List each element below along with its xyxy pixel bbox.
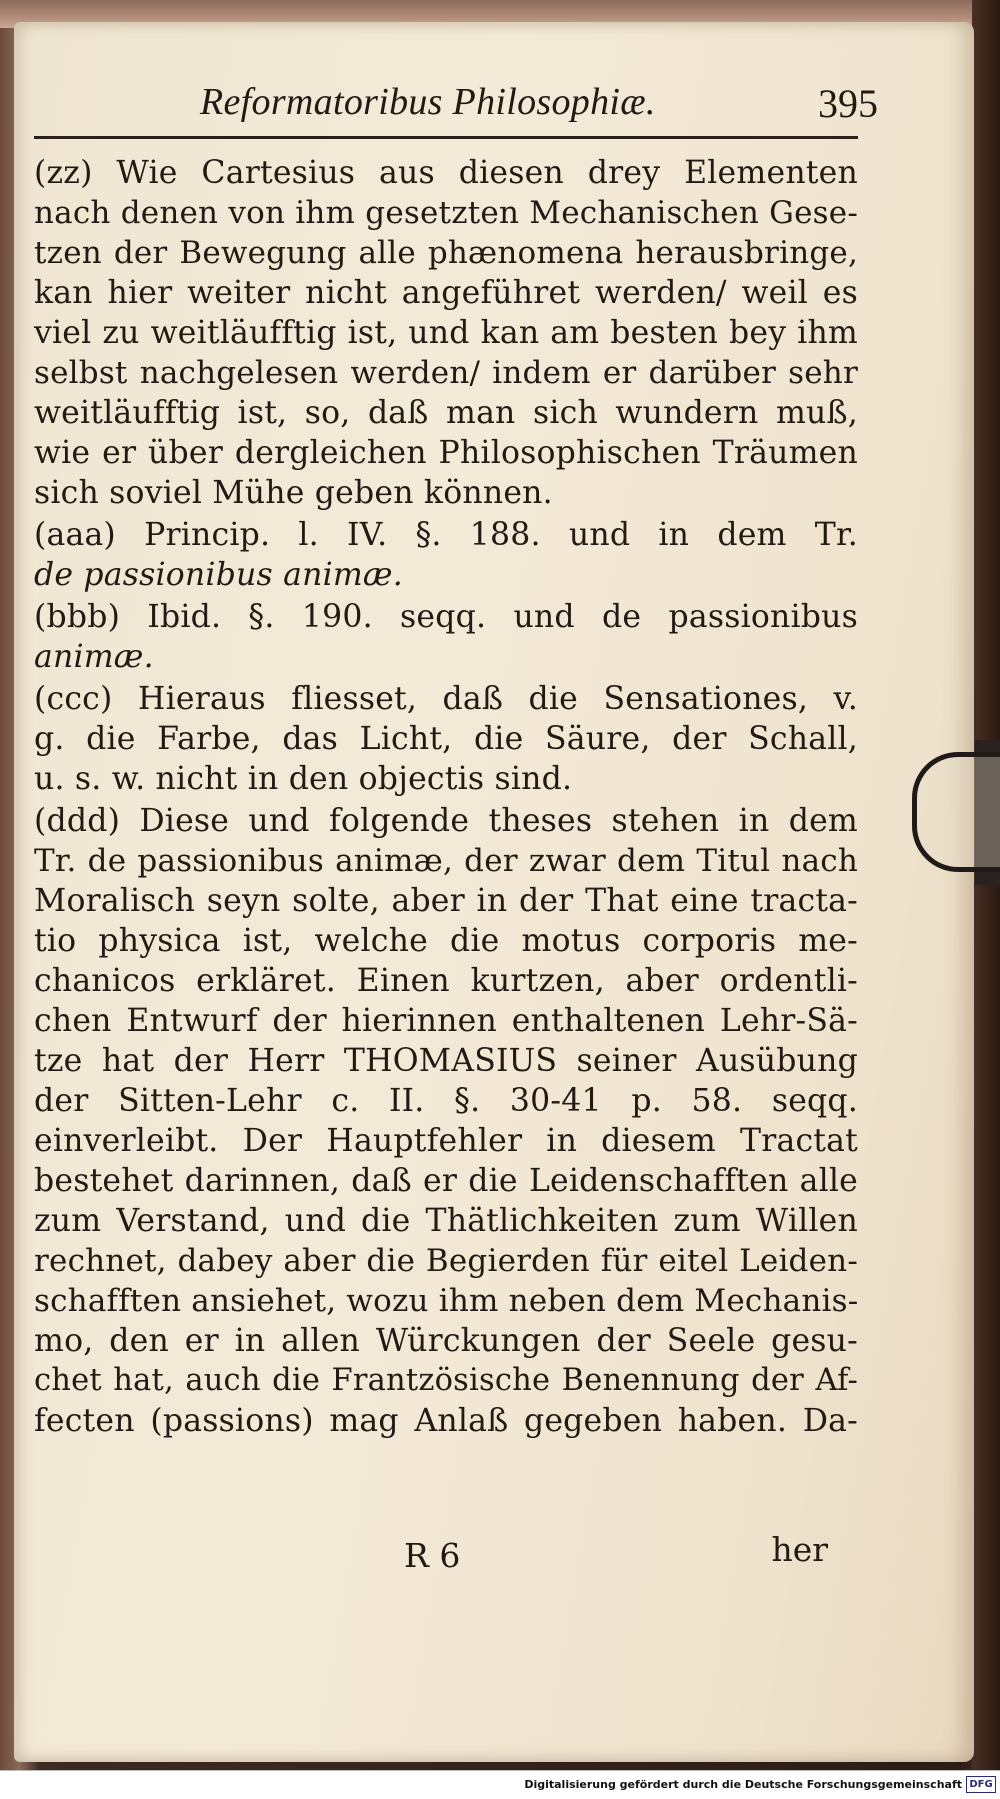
footnote-aaa: (aaa) Princip. l. IV. §. 188. und in dem Tr.: [34, 517, 858, 553]
text-line: animæ.: [34, 639, 154, 675]
text-line: g. die Farbe, das Licht, die Säure, der Schall,: [34, 721, 858, 757]
text-line: viel zu weitläufftig ist, und kan am besten bey ihm: [34, 315, 858, 351]
text-line: tze hat der Herr THOMASIUS seiner Ausübung: [34, 1043, 858, 1079]
text-line: (zz) Wie Cartesius aus diesen drey Elementen: [34, 155, 858, 191]
header-rule: [34, 136, 858, 139]
text-line: selbst nachgelesen werden/ indem er darüber sehr: [34, 355, 858, 391]
page-number: 395: [818, 81, 878, 126]
text-line: Tr. de passionibus animæ, der zwar dem Titul nach: [34, 843, 858, 879]
text-line: mo, den er in allen Würckungen der Seele gesu-: [34, 1323, 858, 1359]
text-line: zum Verstand, und die Thätlichkeiten zum Willen: [34, 1203, 858, 1239]
text-line: Moralisch seyn solte, aber in der That eine tracta-: [34, 883, 858, 919]
text-line: de passionibus animæ.: [34, 557, 403, 593]
text-line: rechnet, dabey aber die Begierden für eitel Leiden-: [34, 1243, 858, 1279]
text-line: chanicos erkläret. Einen kurtzen, aber ordentli-: [34, 963, 858, 999]
page-clip: [912, 752, 1000, 872]
footnote-ccc: (ccc) Hieraus fliesset, daß die Sensationes, v.: [34, 681, 858, 717]
text-line: sich soviel Mühe geben können.: [34, 475, 553, 511]
running-title: Reformatoribus Philosophiæ.: [200, 81, 656, 123]
text-line: chen Entwurf der hierinnen enthaltenen Lehr-Sä-: [34, 1003, 858, 1039]
footnote-ddd: (ddd) Diese und folgende theses stehen in dem: [34, 803, 858, 839]
text-line: tio physica ist, welche die motus corporis me-: [34, 923, 858, 959]
text-line: schafften ansiehet, wozu ihm neben dem Mechanis-: [34, 1283, 859, 1319]
book-binding: [972, 0, 1000, 1770]
text-line: der Sitten-Lehr c. II. §. 30-41 p. 58. seqq.: [34, 1083, 858, 1119]
text-line: fecten (passions) mag Anlaß gegeben haben. Da-: [34, 1403, 858, 1439]
text-line: weitläufftig ist, so, daß man sich wundern muß,: [34, 395, 858, 431]
signature-mark: R 6: [404, 1536, 461, 1575]
text-line: tzen der Bewegung alle phænomena herausbringe,: [34, 235, 858, 271]
digitization-notice: Digitalisierung gefördert durch die Deutsche Forschungsgemeinschaft: [524, 1778, 962, 1791]
catchword: her: [771, 1530, 828, 1569]
footnote-bbb: (bbb) Ibid. §. 190. seqq. und de passionibus: [34, 599, 858, 635]
text-line: u. s. w. nicht in den objectis sind.: [34, 761, 573, 797]
text-line: chet hat, auch die Frantzösische Benennung der Af-: [34, 1363, 858, 1398]
page-text-block: [34, 80, 878, 1441]
text-line: kan hier weiter nicht angeführet werden/ weil es: [34, 275, 858, 311]
text-line: wie er über dergleichen Philosophischen Träumen: [34, 435, 858, 471]
digitization-footer: [0, 1770, 1000, 1799]
text-line: einverleibt. Der Hauptfehler in diesem Tractat: [34, 1123, 858, 1159]
text-line: nach denen von ihm gesetzten Mechanischen Gese-: [34, 195, 858, 231]
running-head: [34, 80, 878, 136]
text-line: bestehet darinnen, daß er die Leidenschafften alle: [34, 1163, 858, 1199]
dfg-logo: DFG: [966, 1776, 996, 1793]
